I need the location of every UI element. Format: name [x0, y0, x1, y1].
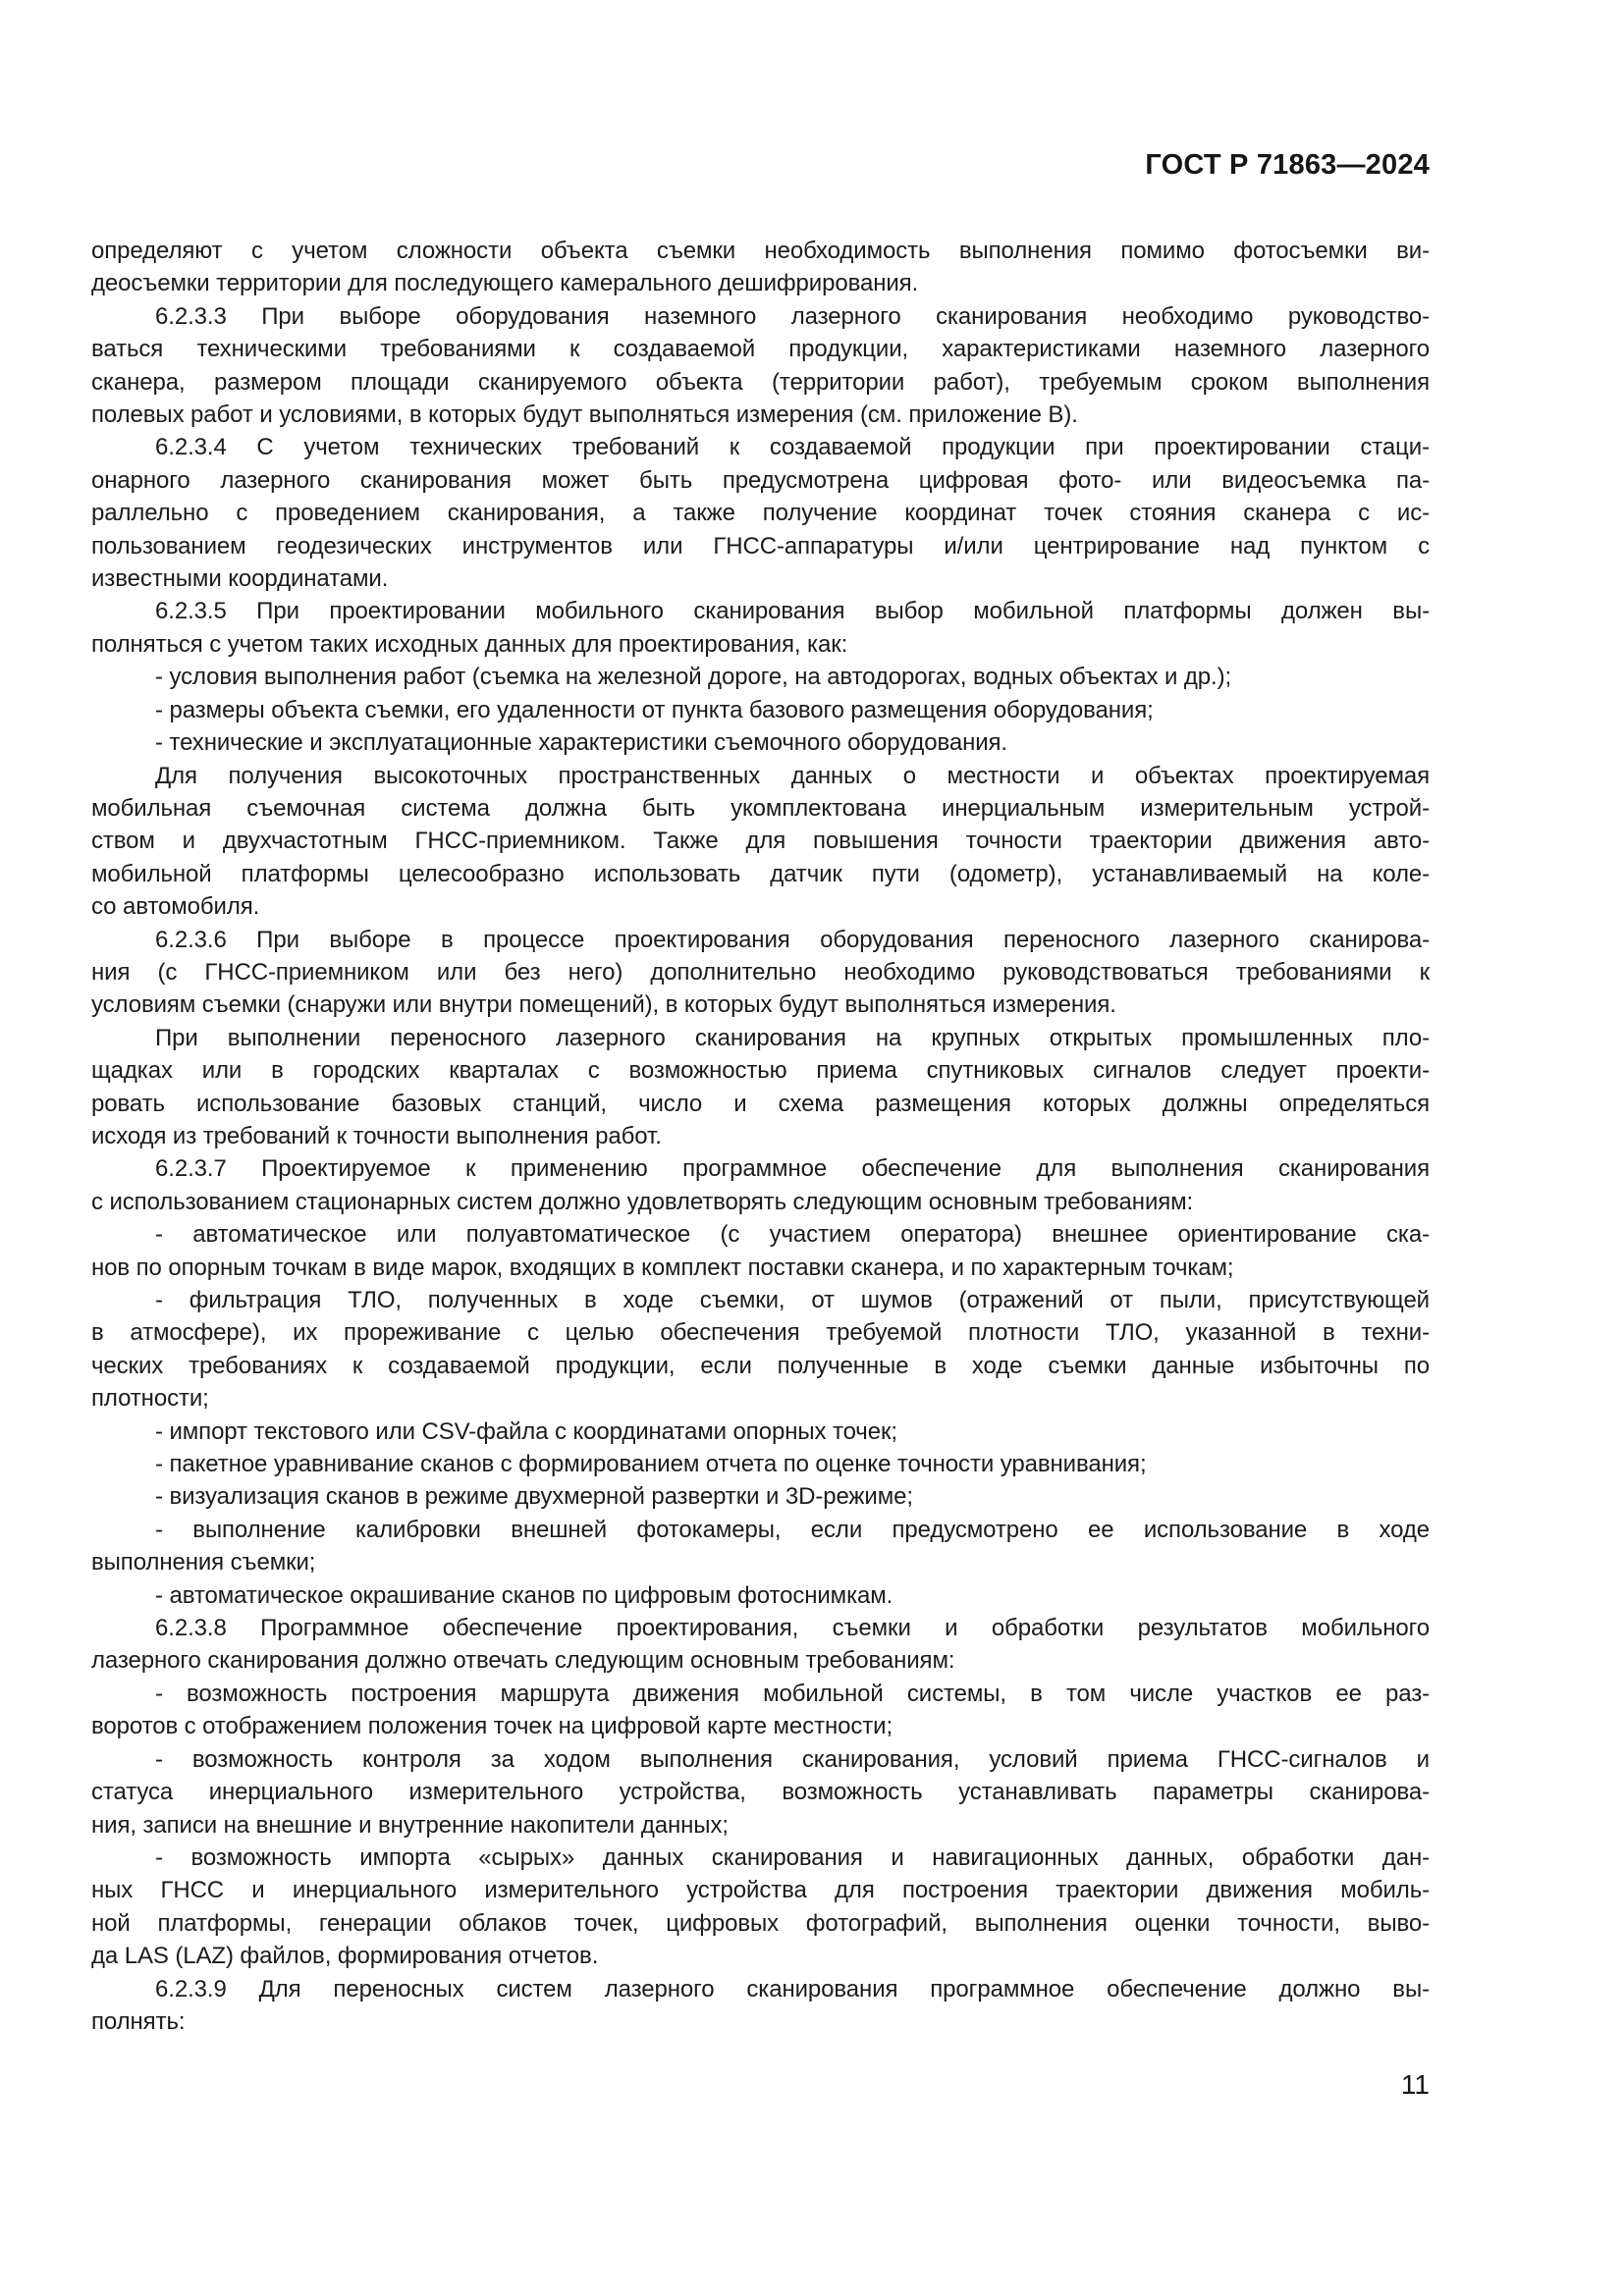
- paragraph: [91, 1973, 1430, 2039]
- text-line: да LAS (LAZ) файлов, формирования отчетов.: [91, 1943, 599, 1970]
- text-line: - возможность контроля за ходом выполнения сканирования, условий приема ГНСС-сигналов и: [155, 1745, 1430, 1773]
- paragraph: [91, 1612, 1430, 1678]
- text-line: - возможность построения маршрута движения мобильной системы, в том числе участков ее раз-: [155, 1680, 1430, 1707]
- text-line: исходя из требований к точности выполнения работ.: [91, 1122, 662, 1149]
- text-line: полняться с учетом таких исходных данных для проектирования, как:: [91, 630, 848, 658]
- text-line: ством и двухчастотным ГНСС-приемником. Также для повышения точности траектории движения авто-: [91, 828, 1430, 855]
- text-line: сканера, размером площади сканируемого объекта (территории работ), требуемым сроком выполнения: [91, 368, 1430, 396]
- text-line: - технические и эксплуатационные характеристики съемочного оборудования.: [155, 729, 1008, 757]
- text-line: ной платформы, генерации облаков точек, цифровых фотографий, выполнения оценки точности, выво-: [91, 1909, 1430, 1937]
- paragraph: [91, 1579, 1430, 1612]
- text-line: выполнения съемки;: [91, 1549, 316, 1576]
- paragraph: [91, 1448, 1430, 1480]
- document-body: [91, 235, 1430, 2038]
- text-line: - автоматическое или полуавтоматическое (с участием оператора) внешнее ориентирование ска-: [155, 1221, 1430, 1249]
- text-line: 6.2.3.7 Проектируемое к применению программное обеспечение для выполнения сканирования: [155, 1155, 1430, 1183]
- paragraph: [91, 1743, 1430, 1842]
- paragraph: [91, 1842, 1430, 1973]
- text-line: 6.2.3.3 При выборе оборудования наземного лазерного сканирования необходимо руководство-: [155, 302, 1430, 330]
- paragraph: [91, 726, 1430, 759]
- text-line: лазерного сканирования должно отвечать следующим основным требованиям:: [91, 1647, 955, 1675]
- text-line: - возможность импорта «сырых» данных сканирования и навигационных данных, обработки дан-: [155, 1843, 1430, 1871]
- text-line: ровать использование базовых станций, число и схема размещения которых должны определяться: [91, 1090, 1430, 1117]
- text-line: условиям съемки (снаружи или внутри помещений), в которых будут выполняться измерения.: [91, 991, 1116, 1019]
- paragraph: [91, 1415, 1430, 1448]
- paragraph: [91, 595, 1430, 661]
- paragraph: [91, 235, 1430, 300]
- text-line: мобильная съемочная система должна быть укомплектована инерциальным измерительным устрой-: [91, 794, 1430, 822]
- text-line: со автомобиля.: [91, 893, 260, 921]
- text-line: 6.2.3.4 С учетом технических требований к создаваемой продукции при проектировании стаци-: [155, 434, 1430, 461]
- paragraph: [91, 694, 1430, 726]
- text-line: ния (с ГНСС-приемником или без него) дополнительно необходимо руководствоваться требованиями к: [91, 958, 1430, 986]
- text-line: ных ГНСС и инерциального измерительного устройства для построения траектории движения мобиль-: [91, 1877, 1430, 1904]
- paragraph: [91, 1514, 1430, 1579]
- text-line: раллельно с проведением сканирования, а также получение координат точек стояния сканера с ис-: [91, 500, 1430, 527]
- paragraph: [91, 431, 1430, 595]
- text-line: При выполнении переносного лазерного сканирования на крупных открытых промышленных пло-: [155, 1024, 1430, 1051]
- text-line: определяют с учетом сложности объекта съемки необходимость выполнения помимо фотосъемки ви-: [91, 238, 1430, 264]
- text-line: - автоматическое окрашивание сканов по цифровым фотоснимкам.: [155, 1581, 893, 1609]
- text-line: полнять:: [91, 2007, 186, 2035]
- paragraph: [91, 1218, 1430, 1284]
- text-line: пользованием геодезических инструментов или ГНСС-аппаратуры и/или центрирование над пунктом с: [91, 532, 1430, 560]
- text-line: с использованием стационарных систем должно удовлетворять следующим основным требованиям:: [91, 1188, 1194, 1215]
- paragraph: [91, 1284, 1430, 1415]
- text-line: - импорт текстового или CSV-файла с координатами опорных точек;: [155, 1417, 897, 1445]
- text-line: - фильтрация ТЛО, полученных в ходе съемки, от шумов (отражений от пыли, присутствующей: [155, 1287, 1430, 1313]
- paragraph: [91, 300, 1430, 432]
- paragraph: [91, 1152, 1430, 1218]
- document-header: ГОСТ Р 71863—2024: [1145, 149, 1430, 181]
- text-line: воротов с отображением положения точек на цифровой карте местности;: [91, 1713, 893, 1740]
- paragraph: [91, 1480, 1430, 1513]
- text-line: нов по опорным точкам в виде марок, входящих в комплект поставки сканера, и по характерным точкам;: [91, 1254, 1234, 1281]
- text-line: 6.2.3.6 При выборе в процессе проектирования оборудования переносного лазерного сканирова-: [155, 926, 1430, 953]
- text-line: 6.2.3.5 При проектировании мобильного сканирования выбор мобильной платформы должен вы-: [155, 598, 1430, 625]
- paragraph: [91, 1678, 1430, 1743]
- paragraph: [91, 924, 1430, 1022]
- text-line: мобильной платформы целесообразно использовать датчик пути (одометр), устанавливаемый на коле-: [91, 860, 1430, 887]
- text-line: онарного лазерного сканирования может быть предусмотрена цифровая фото- или видеосъемка па-: [91, 466, 1430, 494]
- text-line: - пакетное уравнивание сканов с формированием отчета по оценке точности уравнивания;: [155, 1451, 1147, 1478]
- text-line: - размеры объекта съемки, его удаленности от пункта базового размещения оборудования;: [155, 696, 1154, 723]
- text-line: - выполнение калибровки внешней фотокамеры, если предусмотрено ее использование в ходе: [155, 1516, 1430, 1543]
- text-line: ния, записи на внешние и внутренние накопители данных;: [91, 1811, 729, 1839]
- text-line: в атмосфере), их прореживание с целью обеспечения требуемой плотности ТЛО, указанной в техни-: [91, 1319, 1430, 1347]
- text-line: Для получения высокоточных пространственных данных о местности и объектах проектируемая: [155, 762, 1430, 789]
- paragraph: [91, 661, 1430, 693]
- text-line: 6.2.3.8 Программное обеспечение проектирования, съемки и обработки результатов мобильного: [155, 1615, 1430, 1642]
- text-line: - условия выполнения работ (съемка на железной дороге, на автодорогах, водных объектах и др.);: [155, 664, 1232, 691]
- text-line: статуса инерциального измерительного устройства, возможность устанавливать параметры сканирова-: [91, 1779, 1430, 1806]
- text-line: ческих требованиях к создаваемой продукции, если полученные в ходе съемки данные избыточны по: [91, 1352, 1430, 1379]
- text-line: известными координатами.: [91, 565, 389, 593]
- text-line: - визуализация сканов в режиме двухмерной развертки и 3D-режиме;: [155, 1483, 913, 1511]
- text-line: плотности;: [91, 1385, 209, 1413]
- text-line: 6.2.3.9 Для переносных систем лазерного сканирования программное обеспечение должно вы-: [155, 1975, 1430, 2002]
- page-number: 11: [1400, 2069, 1430, 2100]
- paragraph: [91, 1022, 1430, 1153]
- text-line: щадках или в городских кварталах с возможностью приема спутниковых сигналов следует проекти-: [91, 1057, 1430, 1085]
- text-line: ваться техническими требованиями к создаваемой продукции, характеристиками наземного лазерного: [91, 336, 1430, 363]
- text-line: полевых работ и условиями, в которых будут выполняться измерения (см. приложение В).: [91, 401, 1078, 429]
- paragraph: [91, 760, 1430, 924]
- text-line: деосъемки территории для последующего камерального дешифрирования.: [91, 270, 919, 297]
